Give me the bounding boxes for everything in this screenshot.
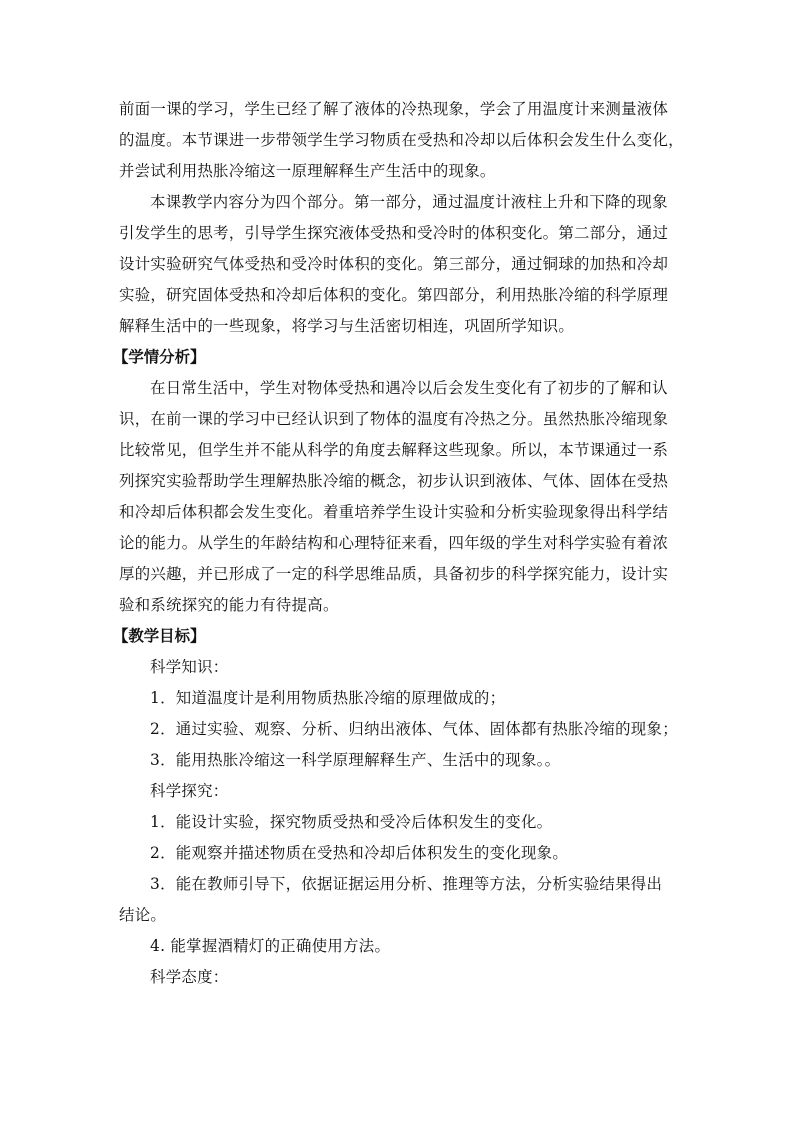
document-page (113, 94, 684, 993)
list-item: 2．能观察并描述物质在受热和冷却后体积发生的变化现象。 (150, 844, 569, 862)
subsection-title: 科学态度： (150, 968, 229, 986)
text-line: 论的能力。从学生的年龄结构和心理特征来看，四年级的学生对科学实验有着浓 (119, 534, 669, 552)
list-item: 2．通过实验、观察、分析、归纳出液体、气体、固体都有热胀冷缩的现象； (150, 720, 678, 738)
text-line: 前面一课的学习，学生已经了解了液体的冷热现象，学会了用温度计来测量液体 (119, 100, 669, 118)
text-line: 设计实验研究气体受热和受冷时体积的变化。第三部分，通过铜球的加热和冷却 (119, 255, 669, 273)
list-item: 3．能用热胀冷缩这一科学原理解释生产、生活中的现象。。 (150, 751, 561, 769)
text-line: 识，在前一课的学习中已经认识到了物体的温度有冷热之分。虽然热胀冷缩现象 (119, 410, 669, 428)
content-paragraph (119, 187, 679, 342)
goals-attitude (119, 962, 679, 993)
text-line: 并尝试利用热胀冷缩这一原理解释生产生活中的现象。 (119, 162, 496, 180)
text-line: 解释生活中的一些现象，将学习与生活密切相连，巩固所学知识。 (119, 317, 575, 335)
text-line: 厚的兴趣，并已形成了一定的科学思维品质，具备初步的科学探究能力，设计实 (119, 565, 669, 583)
subsection-title: 科学知识： (150, 658, 229, 676)
list-item-continuation: 结论。 (119, 906, 167, 924)
text-line: 比较常见，但学生并不能从科学的角度去解释这些现象。所以，本节课通过一系 (119, 441, 669, 459)
goals-inquiry (119, 776, 679, 962)
list-item: 4. 能掌握酒精灯的正确使用方法。 (150, 937, 391, 955)
subsection-title: 科学探究： (150, 782, 229, 800)
section-heading-analysis: 【学情分析】 (113, 348, 206, 366)
list-item: 1．能设计实验，探究物质受热和受冷后体积发生的变化。 (150, 813, 553, 831)
section-heading-goals: 【教学目标】 (113, 627, 206, 645)
intro-paragraph (119, 94, 684, 187)
goals-knowledge (119, 652, 679, 776)
text-line: 列探究实验帮助学生理解热胀冷缩的概念，初步认识到液体、气体、固体在受热 (119, 472, 669, 490)
list-item: 3．能在教师引导下，依据证据运用分析、推理等方法，分析实验结果得出 (150, 875, 663, 893)
text-line: 引发学生的思考，引导学生探究液体受热和受冷时的体积变化。第二部分，通过 (119, 224, 669, 242)
text-line: 验和系统探究的能力有待提高。 (119, 596, 339, 614)
text-line: 实验，研究固体受热和冷却后体积的变化。第四部分，利用热胀冷缩的科学原理 (119, 286, 669, 304)
analysis-paragraph (119, 373, 679, 621)
list-item: 1．知道温度计是利用物质热胀冷缩的原理做成的； (150, 689, 506, 707)
text-line: 和冷却后体积都会发生变化。着重培养学生设计实验和分析实验现象得出科学结 (119, 503, 669, 521)
text-line: 在日常生活中，学生对物体受热和遇冷以后会发生变化有了初步的了解和认 (150, 379, 668, 397)
text-line: 本课教学内容分为四个部分。第一部分，通过温度计液柱上升和下降的现象 (150, 193, 668, 211)
text-line: 的温度。本节课进一步带领学生学习物质在受热和冷却以后体积会发生什么变化， (119, 131, 684, 149)
